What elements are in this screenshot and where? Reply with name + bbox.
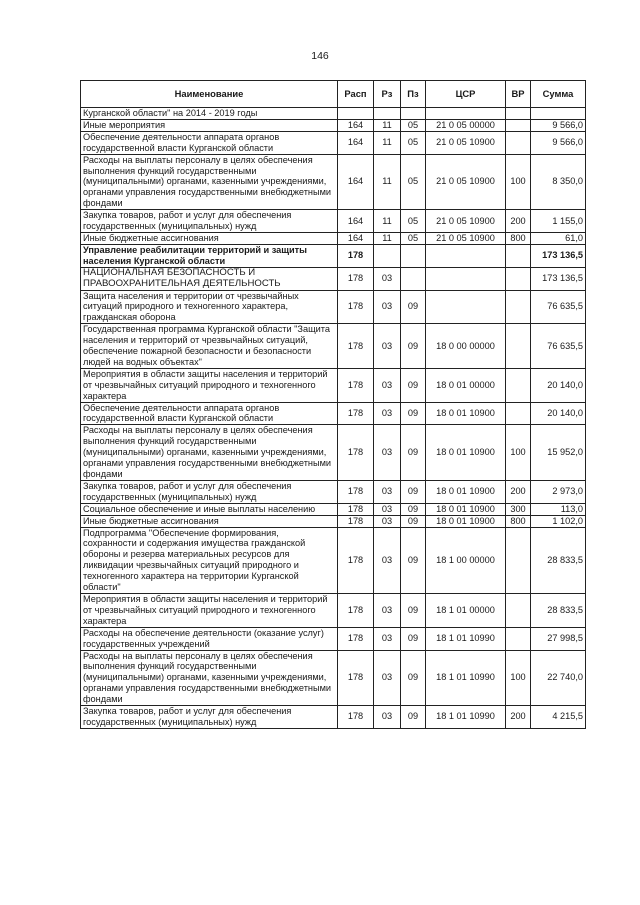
header-csr: ЦСР [426, 81, 506, 108]
cell-rasp: 178 [338, 267, 374, 290]
cell-csr: 21 0 05 10900 [426, 232, 506, 244]
cell-sum: 173 136,5 [531, 244, 586, 267]
cell-pz: 09 [401, 593, 426, 627]
table-row [81, 503, 586, 515]
cell-rasp [338, 108, 374, 120]
cell-csr: 18 0 01 00000 [426, 368, 506, 402]
cell-name: Управление реабилитации территорий и защиты населения Курганской области [81, 244, 338, 267]
cell-rz: 03 [374, 650, 401, 706]
cell-pz: 05 [401, 154, 426, 210]
cell-csr: 21 0 05 10900 [426, 154, 506, 210]
cell-pz: 09 [401, 515, 426, 527]
cell-rasp: 164 [338, 210, 374, 233]
cell-name: Подпрограмма "Обеспечение формирования, сохранности и содержания имущества гражданской обороны и резерва материальных ресурсов для ликвидации чрезвычайных ситуаций природного и техногенного характера на территории Курганской области" [81, 527, 338, 593]
table-row [81, 425, 586, 481]
cell-sum: 2 973,0 [531, 480, 586, 503]
table-body [81, 108, 586, 729]
cell-pz: 09 [401, 290, 426, 324]
cell-rz: 03 [374, 480, 401, 503]
header-vr: ВР [506, 81, 531, 108]
cell-rz: 11 [374, 232, 401, 244]
cell-name: Обеспечение деятельности аппарата органов государственной власти Курганской области [81, 131, 338, 154]
cell-name: Расходы на выплаты персоналу в целях обеспечения выполнения функций государственными (муниципальными) органами, казенными учреждениями, органами управления государственными внебюджетными фондами [81, 425, 338, 481]
table-row [81, 108, 586, 120]
table-row [81, 515, 586, 527]
cell-rasp: 178 [338, 425, 374, 481]
cell-name: Расходы на выплаты персоналу в целях обеспечения выполнения функций государственными (муниципальными) органами, казенными учреждениями, органами управления государственными внебюджетными фондами [81, 154, 338, 210]
cell-rasp: 178 [338, 515, 374, 527]
cell-rz: 03 [374, 324, 401, 369]
cell-name: Закупка товаров, работ и услуг для обеспечения государственных (муниципальных) нужд [81, 706, 338, 729]
cell-vr [506, 108, 531, 120]
cell-csr: 21 0 05 00000 [426, 119, 506, 131]
cell-name: Расходы на обеспечение деятельности (оказание услуг) государственных учреждений [81, 627, 338, 650]
cell-csr [426, 244, 506, 267]
budget-table [80, 80, 586, 729]
cell-vr: 800 [506, 515, 531, 527]
cell-name: Обеспечение деятельности аппарата органов государственной власти Курганской области [81, 402, 338, 425]
cell-pz: 09 [401, 425, 426, 481]
cell-sum: 1 155,0 [531, 210, 586, 233]
table-row [81, 119, 586, 131]
cell-csr: 18 1 01 10990 [426, 627, 506, 650]
cell-rz: 03 [374, 706, 401, 729]
cell-rasp: 164 [338, 119, 374, 131]
cell-csr: 18 0 01 10900 [426, 425, 506, 481]
cell-sum: 76 635,5 [531, 324, 586, 369]
cell-pz: 09 [401, 480, 426, 503]
table-row [81, 290, 586, 324]
cell-vr [506, 324, 531, 369]
cell-vr [506, 402, 531, 425]
cell-rasp: 178 [338, 480, 374, 503]
table-row [81, 210, 586, 233]
cell-sum: 15 952,0 [531, 425, 586, 481]
table-row [81, 480, 586, 503]
cell-rasp: 178 [338, 627, 374, 650]
cell-rasp: 178 [338, 706, 374, 729]
table-row [81, 244, 586, 267]
cell-pz: 09 [401, 402, 426, 425]
cell-name: Расходы на выплаты персоналу в целях обеспечения выполнения функций государственными (муниципальными) органами, казенными учреждениями, органами управления государственными внебюджетными фондами [81, 650, 338, 706]
cell-vr: 200 [506, 706, 531, 729]
cell-pz: 05 [401, 232, 426, 244]
table-row [81, 131, 586, 154]
cell-rasp: 178 [338, 593, 374, 627]
cell-name: Социальное обеспечение и иные выплаты населению [81, 503, 338, 515]
cell-pz: 09 [401, 627, 426, 650]
cell-vr [506, 119, 531, 131]
cell-rasp: 178 [338, 503, 374, 515]
header-pz: Пз [401, 81, 426, 108]
cell-pz: 05 [401, 131, 426, 154]
cell-pz: 09 [401, 368, 426, 402]
cell-sum: 4 215,5 [531, 706, 586, 729]
cell-rz: 03 [374, 515, 401, 527]
cell-vr: 300 [506, 503, 531, 515]
cell-rasp: 164 [338, 232, 374, 244]
cell-rasp: 178 [338, 324, 374, 369]
cell-sum: 28 833,5 [531, 527, 586, 593]
cell-name: Мероприятия в области защиты населения и территорий от чрезвычайных ситуаций природного и техногенного характера [81, 368, 338, 402]
cell-rz: 03 [374, 425, 401, 481]
cell-vr [506, 267, 531, 290]
cell-rasp: 178 [338, 244, 374, 267]
cell-rz: 03 [374, 368, 401, 402]
cell-rasp: 164 [338, 131, 374, 154]
cell-sum: 9 566,0 [531, 119, 586, 131]
cell-sum: 20 140,0 [531, 402, 586, 425]
cell-rasp: 178 [338, 650, 374, 706]
table-row [81, 650, 586, 706]
cell-name: Защита населения и территории от чрезвычайных ситуаций природного и техногенного характера, гражданская оборона [81, 290, 338, 324]
cell-rz: 03 [374, 503, 401, 515]
cell-vr: 800 [506, 232, 531, 244]
cell-name: Иные бюджетные ассигнования [81, 515, 338, 527]
cell-rz: 03 [374, 290, 401, 324]
cell-csr: 21 0 05 10900 [426, 131, 506, 154]
cell-name: Курганской области" на 2014 - 2019 годы [81, 108, 338, 120]
table-row [81, 324, 586, 369]
header-name: Наименование [81, 81, 338, 108]
cell-name: НАЦИОНАЛЬНАЯ БЕЗОПАСНОСТЬ И ПРАВООХРАНИТЕЛЬНАЯ ДЕЯТЕЛЬНОСТЬ [81, 267, 338, 290]
cell-sum: 1 102,0 [531, 515, 586, 527]
cell-pz: 09 [401, 650, 426, 706]
cell-rz: 03 [374, 402, 401, 425]
cell-csr: 21 0 05 10900 [426, 210, 506, 233]
cell-rz: 11 [374, 210, 401, 233]
table-row [81, 232, 586, 244]
cell-pz: 09 [401, 503, 426, 515]
cell-csr: 18 1 00 00000 [426, 527, 506, 593]
table-row [81, 368, 586, 402]
cell-csr: 18 0 01 10900 [426, 503, 506, 515]
cell-sum: 9 566,0 [531, 131, 586, 154]
cell-vr [506, 244, 531, 267]
cell-vr: 200 [506, 480, 531, 503]
cell-csr: 18 0 01 10900 [426, 480, 506, 503]
cell-sum [531, 108, 586, 120]
cell-name: Закупка товаров, работ и услуг для обеспечения государственных (муниципальных) нужд [81, 480, 338, 503]
cell-rasp: 178 [338, 527, 374, 593]
cell-sum: 20 140,0 [531, 368, 586, 402]
cell-sum: 61,0 [531, 232, 586, 244]
table-row [81, 627, 586, 650]
cell-rz: 03 [374, 267, 401, 290]
header-rasp: Расп [338, 81, 374, 108]
cell-csr [426, 290, 506, 324]
cell-vr: 100 [506, 154, 531, 210]
cell-vr [506, 368, 531, 402]
header-sum: Сумма [531, 81, 586, 108]
cell-rz: 03 [374, 593, 401, 627]
table-row [81, 267, 586, 290]
cell-name: Иные мероприятия [81, 119, 338, 131]
table-row [81, 154, 586, 210]
cell-vr [506, 131, 531, 154]
cell-pz: 05 [401, 119, 426, 131]
cell-rz [374, 244, 401, 267]
cell-rz: 03 [374, 627, 401, 650]
cell-sum: 113,0 [531, 503, 586, 515]
cell-pz [401, 267, 426, 290]
cell-sum: 8 350,0 [531, 154, 586, 210]
cell-csr: 18 1 01 00000 [426, 593, 506, 627]
cell-csr: 18 0 00 00000 [426, 324, 506, 369]
table-row [81, 527, 586, 593]
cell-sum: 27 998,5 [531, 627, 586, 650]
cell-pz: 09 [401, 324, 426, 369]
cell-csr: 18 1 01 10990 [426, 706, 506, 729]
cell-name: Иные бюджетные ассигнования [81, 232, 338, 244]
cell-rasp: 164 [338, 154, 374, 210]
cell-csr [426, 267, 506, 290]
cell-vr [506, 527, 531, 593]
page-number: 146 [311, 50, 329, 62]
cell-rz: 11 [374, 119, 401, 131]
cell-vr [506, 593, 531, 627]
cell-sum: 22 740,0 [531, 650, 586, 706]
cell-vr [506, 627, 531, 650]
cell-name: Мероприятия в области защиты населения и территорий от чрезвычайных ситуаций природного и техногенного характера [81, 593, 338, 627]
cell-rz: 11 [374, 131, 401, 154]
table-row [81, 402, 586, 425]
cell-vr: 100 [506, 425, 531, 481]
cell-pz [401, 108, 426, 120]
cell-name: Государственная программа Курганской области "Защита населения и территорий от чрезвычайных ситуаций, обеспечение пожарной безопасности и безопасности людей на водных объектах" [81, 324, 338, 369]
cell-vr: 100 [506, 650, 531, 706]
cell-rz: 11 [374, 154, 401, 210]
cell-csr: 18 0 01 10900 [426, 515, 506, 527]
header-rz: Рз [374, 81, 401, 108]
cell-rasp: 178 [338, 368, 374, 402]
cell-pz: 05 [401, 210, 426, 233]
cell-rasp: 178 [338, 402, 374, 425]
cell-sum: 76 635,5 [531, 290, 586, 324]
table-row [81, 593, 586, 627]
cell-csr: 18 1 01 10990 [426, 650, 506, 706]
cell-rz [374, 108, 401, 120]
cell-vr: 200 [506, 210, 531, 233]
cell-rasp: 178 [338, 290, 374, 324]
cell-pz: 09 [401, 527, 426, 593]
table-header-row [81, 81, 586, 108]
cell-vr [506, 290, 531, 324]
cell-sum: 173 136,5 [531, 267, 586, 290]
cell-csr [426, 108, 506, 120]
cell-sum: 28 833,5 [531, 593, 586, 627]
table-row [81, 706, 586, 729]
cell-name: Закупка товаров, работ и услуг для обеспечения государственных (муниципальных) нужд [81, 210, 338, 233]
cell-rz: 03 [374, 527, 401, 593]
cell-pz [401, 244, 426, 267]
cell-pz: 09 [401, 706, 426, 729]
cell-csr: 18 0 01 10900 [426, 402, 506, 425]
